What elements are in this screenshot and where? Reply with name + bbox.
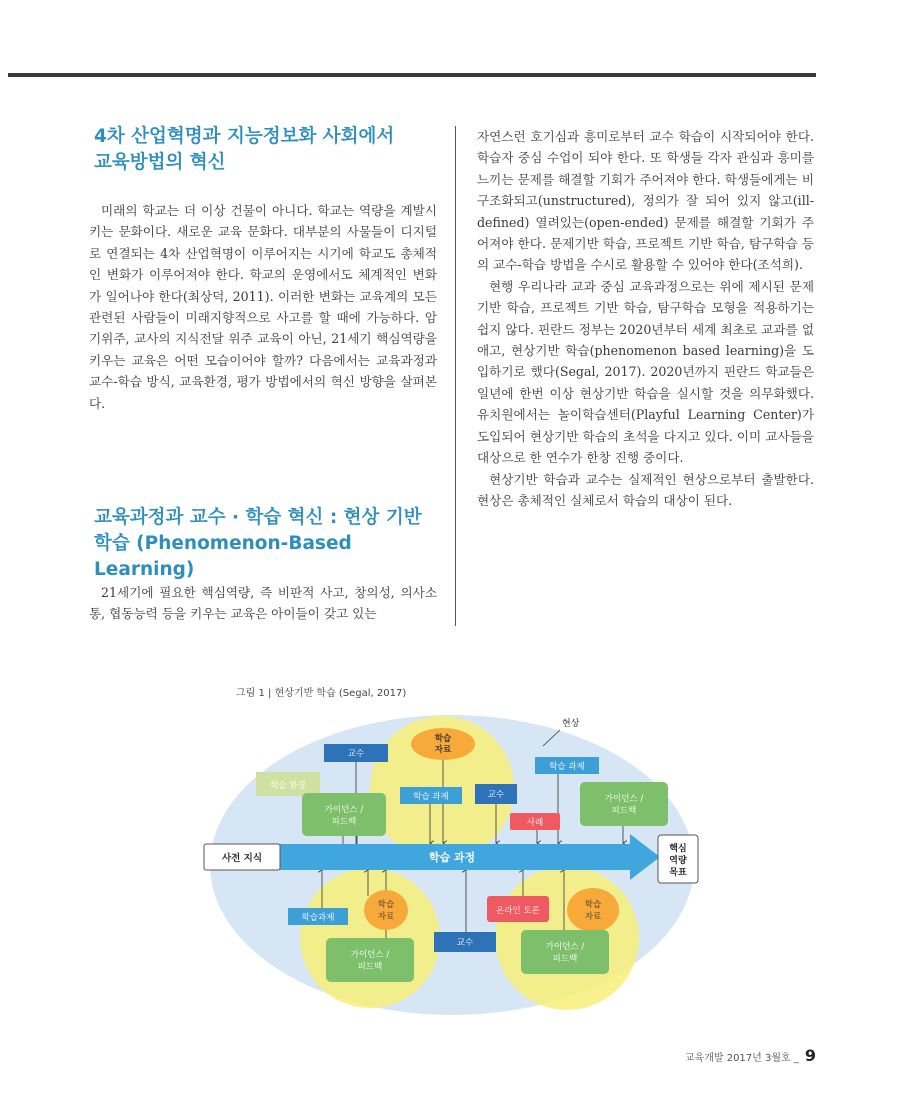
learning-process-label: 학습 과정	[428, 851, 476, 864]
material-bottom-right-line2: 자료	[584, 912, 602, 922]
material-bottom-left-line1: 학습	[377, 900, 395, 910]
environment-label: 학습 환경	[270, 781, 306, 791]
section1-title-line2: 교육방법의 혁신	[94, 152, 226, 173]
guidance-bottom-left-line2: 피드백	[357, 962, 383, 972]
material-top-badge	[411, 728, 475, 760]
phenomenon-based-learning-diagram	[190, 700, 710, 1025]
material-bottom-right-badge	[567, 888, 619, 932]
section2-title-line2: 학습 (Phenomenon-Based Learning)	[94, 533, 352, 580]
guidance-bottom-right-line2: 피드백	[552, 954, 578, 964]
right-column-body	[477, 126, 814, 511]
section1-paragraph: 미래의 학교는 더 이상 건물이 아니다. 학교는 역량을 계발시키는 문화이다. 새로운 교육 문화다. 대부분의 사물들이 디지털로 연결되는 4차 산업혁명이 이루어지는 시기에 학교도 총체적인 변화가 이루어져야 한다. 학교의 운영에서도 체계적인 변화가 일어나야 한다(최상덕, 2011). 이러한 변화는 교육계의 모든 관련된 사람들이 미래지향적으로 사고를 할 때에 가능하다. 암기위주, 교사의 지식전달 위주 교육이 아닌, 21세기 핵심역량을 키우는 교육은 어떤 모습이어야 할까? 다음에서는 교육과정과 교수-학습 방식, 교육환경, 평가 방법에서의 혁신 방향을 살펴본다.	[89, 203, 437, 411]
section2-body	[89, 582, 437, 625]
section2-title-line1: 교육과정과 교수 · 학습 혁신 : 현상 기반	[94, 507, 422, 528]
figure-caption: 그림 1 | 현상기반 학습 (Segal, 2017)	[236, 688, 407, 699]
section1-title-line1: 4차 산업혁명과 지능정보화 사회에서	[94, 126, 395, 147]
top-rule	[8, 73, 816, 77]
instruction-top-label: 교수	[347, 749, 365, 759]
material-bottom-left-badge	[364, 890, 408, 930]
material-top-line1: 학습	[434, 734, 452, 744]
guidance-bottom-right-line1: 가이던스 /	[545, 942, 585, 952]
core-goal-line3: 목표	[669, 868, 687, 878]
guidance-left-line1: 가이던스 /	[324, 805, 364, 815]
task-right-top-label: 학습 과제	[549, 762, 585, 772]
guidance-left-line2: 피드백	[331, 817, 357, 827]
prior-knowledge-label: 사전 지식	[221, 853, 263, 864]
guidance-right-line1: 가이던스 /	[604, 794, 644, 804]
guidance-bottom-left-line1: 가이던스 /	[350, 950, 390, 960]
task-center-label: 학습 과제	[413, 792, 449, 802]
section2-heading	[94, 505, 444, 583]
instruction-center-label: 교수	[487, 790, 505, 800]
right-paragraph-1: 자연스런 호기심과 흥미로부터 교수 학습이 시작되어야 한다. 학습자 중심 수업이 되야 한다. 또 학생들 각자 관심과 흥미를 느끼는 문제를 해결할 기회가 주어져야 한다. 학생들에게는 비구조화되고(unstructured), 정의가 잘 되어 있지 않고(ill-defined) 열려있는(open-ended) 문제를 해결할 기회가 주어져야 한다. 문제기반 학습, 프로젝트 기반 학습, 탐구학습 등의 교수-학습 방법을 수시로 활용할 수 있어야 한다(조석희).	[477, 129, 814, 273]
material-bottom-right-line1: 학습	[584, 900, 602, 910]
right-paragraph-3: 현상기반 학습과 교수는 실제적인 현상으로부터 출발한다. 현상은 총체적인 실체로서 학습의 대상이 된다.	[477, 471, 814, 508]
section1-heading	[94, 124, 444, 176]
right-paragraph-2: 현행 우리나라 교과 중심 교육과정으로는 위에 제시된 문제기반 학습, 프로젝트 기반 학습, 탐구학습 모형을 적용하기는 쉽지 않다. 핀란드 정부는 2020년부터 세계 최초로 교과를 없애고, 현상기반 학습(phenomenon based learning)을 도입하기로 했다(Segal, 2017). 2020년까지 핀란드 학교들은 일년에 한번 이상 현상기반 학습을 실시할 것을 의무화했다. 유치원에서는 놀이학습센터(Playful Learning Center)가 도입되어 현상기반 학습의 초석을 다지고 있다. 이미 교사들을 대상으로 한 연수가 한창 진행 중이다.	[477, 278, 814, 466]
journal-name: 교육개발 2017년 3월호 _	[684, 1053, 799, 1064]
guidance-bottom-left-box	[326, 938, 414, 982]
guidance-bottom-right-box	[521, 930, 609, 974]
page-footer	[685, 1046, 816, 1065]
page-number: 9	[804, 1046, 816, 1065]
section1-body	[89, 200, 437, 414]
material-top-line2: 자료	[434, 745, 452, 755]
guidance-right-line2: 피드백	[611, 806, 637, 816]
guidance-right-box	[580, 782, 668, 826]
online-discussion-label: 온라인 토론	[496, 906, 540, 916]
instruction-bottom-label: 교수	[456, 938, 474, 948]
core-goal-line1: 핵심	[669, 844, 687, 854]
core-goal-line2: 역량	[669, 856, 687, 866]
case-label: 사례	[526, 818, 544, 828]
phenomenon-label: 현상	[562, 719, 580, 729]
section2-paragraph: 21세기에 필요한 핵심역량, 즉 비판적 사고, 창의성, 의사소통, 협동능력 등을 키우는 교육은 아이들이 갖고 있는	[89, 585, 437, 622]
column-divider	[455, 126, 456, 626]
task-bottom-left-label: 학습과제	[301, 913, 335, 923]
material-bottom-left-line2: 자료	[377, 912, 395, 922]
